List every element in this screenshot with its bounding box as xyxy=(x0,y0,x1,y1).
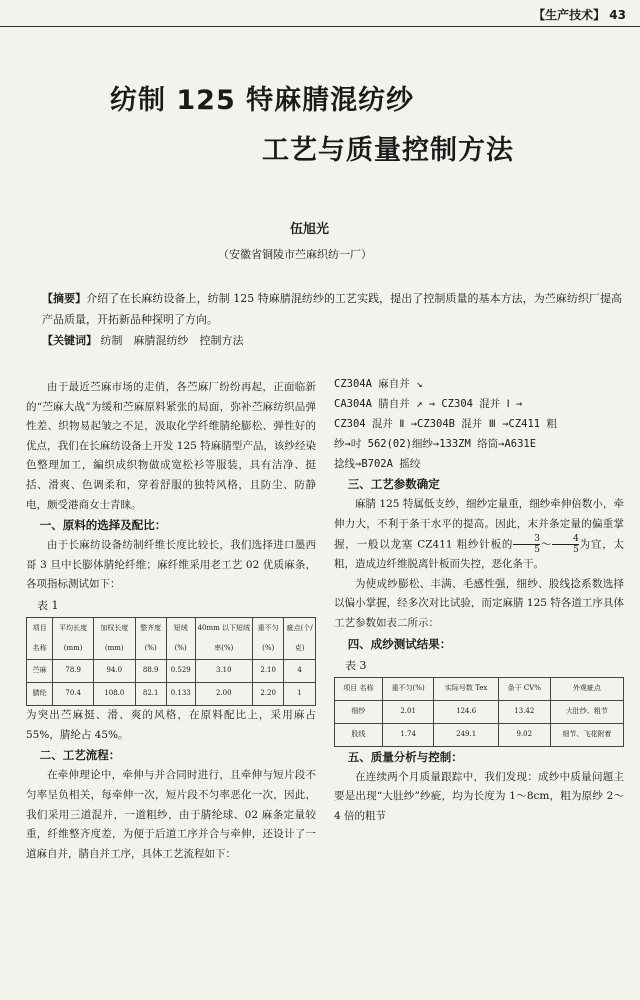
intro-paragraph: 由于最近苎麻市场的走俏，各苎麻厂纷纷再起，正面临新的“苎麻大战”为缓和苎麻原料紧张的局面，弥补苎麻纺织品弹性差、织物易起皱之不足，汲取化学纤维腈纶膨松、弹性好的优点，我们在长麻纺设备上开发 125 特麻腈型产品，该纱经染色整理加工，編织成织物做成宽松衫等服装，具有洁净、挺括、滑爽、色调柔和，穿着舒服的独特风格，且防尘、防静电，颇受港商女士青睐。 xyxy=(26,381,316,511)
abstract xyxy=(42,288,622,330)
table-cell: 108.0 xyxy=(94,683,135,706)
table-1-header: 加权长度(mm) xyxy=(94,617,135,659)
running-head: 【生产技术】 43 xyxy=(533,8,626,22)
table-cell: 2.01 xyxy=(382,700,434,723)
section-3-paragraph-2: 为使成纱膨松、丰满、毛感性强，细纱、股线捻系数选择以偏小掌握，经多次对比试验，而定麻腈 125 特各道工序具体工艺参数如表二所示： xyxy=(334,577,624,630)
table-1-label: 表 1 xyxy=(37,598,59,612)
section-3-text-b: 为宜，太粗，造成边纤维脱离针板而失控，恶化条干。 xyxy=(334,538,625,571)
section-1-heading: 一、原料的选择及配比： xyxy=(39,518,167,533)
flow-line: CZ304 混并 Ⅱ →CZ304B 混并 Ⅲ →CZ411 粗 xyxy=(334,418,557,430)
table-3-label: 表 3 xyxy=(345,658,367,672)
flow-line: CA304A 腈自并 ↗ → CZ304 混并 Ⅰ → xyxy=(334,398,523,410)
section-3-paragraph-1 xyxy=(334,495,624,575)
table-cell: 94.0 xyxy=(94,660,135,683)
table-cell: 1.74 xyxy=(382,723,434,746)
affiliation: （安徽省铜陵市苎麻织纺一厂） xyxy=(218,248,372,261)
table-1-header-row xyxy=(27,617,316,659)
table-cell: 2.20 xyxy=(253,683,284,706)
table-cell: 249.1 xyxy=(434,723,498,746)
table-cell: 4 xyxy=(284,660,316,683)
table-3-header: 实际号数 Tex xyxy=(434,677,498,700)
table-3 xyxy=(334,677,624,747)
table-cell: 3.10 xyxy=(195,660,252,683)
table-cell: 大肚纱、粗节 xyxy=(550,700,623,723)
table-3-header: 条干 CV% xyxy=(498,677,550,700)
table-cell: 细节、飞花附着 xyxy=(550,723,623,746)
section-2-text: 在牵伸理论中，牵伸与并合同时进行，且牵伸与短片段不匀率呈负相关，每牵伸一次，短片段不匀率恶化一次，因此，我们采用三道混并，一道粗纱，由于腈纶球、02 麻条定量较重，纤维整齐度差，为便于后道工序并合与牵伸，还设计了一道麻自并，腈自并工序，具体工艺流程如下： xyxy=(26,769,316,860)
section-5-text: 在连续两个月质量跟踪中，我们发现：成纱中质量问题主要是出现“大肚纱”纱疵，均为长度为 1～8cm，粗为原纱 2～4 倍的粗节 xyxy=(334,770,624,822)
table-1-header: 项目 名称 xyxy=(27,617,53,659)
left-column xyxy=(26,378,316,864)
table-cell: 苎麻 xyxy=(27,660,53,683)
flow-line: CZ304A 麻自并 ↘ xyxy=(334,378,423,390)
title-line-2: 工艺与质量控制方法 xyxy=(262,135,514,166)
table-1-header: 整齐度(%) xyxy=(135,617,166,659)
title-line-1: 纺制 125 特麻腈混纺纱 xyxy=(110,85,415,116)
table-cell: 0.529 xyxy=(166,660,195,683)
table-1-header: 疵点(个/克) xyxy=(284,617,316,659)
table-3-header-row xyxy=(335,677,624,700)
author: 伍旭光 xyxy=(290,222,330,237)
table-cell: 2.10 xyxy=(253,660,284,683)
table-1-header: 平均长度(mm) xyxy=(53,617,94,659)
table-1 xyxy=(26,617,316,706)
table-3-header: 项目 名称 xyxy=(335,677,383,700)
table-row xyxy=(335,723,624,746)
fraction-numerator: 3 xyxy=(513,534,540,545)
table-cell: 13.42 xyxy=(498,700,550,723)
table-cell: 9.02 xyxy=(498,723,550,746)
abstract-text: 介绍了在长麻纺设备上，纺制 125 特麻腈混纺纱的工艺实践，提出了控制质量的基本方法，为苎麻纺织厂提高产品质量，开拓新品种探明了方向。 xyxy=(42,292,623,326)
table-row xyxy=(27,660,316,683)
table-cell: 2.00 xyxy=(195,683,252,706)
section-1-text: 由于长麻纺设备纺制纤维长度比较长，我们选择进口墨西哥 3 旦中长膨体腈纶纤维；麻纤维采用老工艺 02 优质麻条，各项指标测试如下： xyxy=(26,539,316,591)
table-cell: 124.6 xyxy=(434,700,498,723)
table-row xyxy=(27,683,316,706)
fraction-denominator: 5 xyxy=(573,545,579,556)
table-cell: 78.9 xyxy=(53,660,94,683)
table-1-header: 重不匀(%) xyxy=(253,617,284,659)
table-row xyxy=(335,700,624,723)
fraction-separator: ～ xyxy=(539,538,553,551)
table-3-header: 外观疵点 xyxy=(550,677,623,700)
keywords-tag: 【关键词】 xyxy=(42,334,97,347)
fraction-4-5 xyxy=(552,534,579,555)
header-rule xyxy=(0,26,640,27)
table-cell: 0.133 xyxy=(166,683,195,706)
fraction-numerator: 4 xyxy=(552,534,579,545)
table-cell: 细纱 xyxy=(335,700,383,723)
section-1-after-table: 为突出苎麻挺、滑、爽的风格，在原料配比上，采用麻占 55%，腈纶占 45%。 xyxy=(26,709,316,741)
flow-line: 纱→吋 562(02)细纱→133ZM 络筒→A631E xyxy=(334,438,537,450)
section-3-text-a: 麻腈 125 特属低支纱，细纱定量重，细纱牵伸倍数小，牵伸力大，不利于条干水平的提高。因此，末并条定量的偏重掌握，一般以龙塞 CZ411 粗纱针板的 xyxy=(334,498,624,551)
table-cell: 88.9 xyxy=(135,660,166,683)
table-3-header: 重不匀(%) xyxy=(382,677,434,700)
section-3-heading: 三、工艺参数确定 xyxy=(347,477,440,491)
section-2-heading: 二、工艺流程： xyxy=(39,748,121,763)
keywords-text: 纺制 麻腈混纺纱 控制方法 xyxy=(100,334,244,347)
table-cell: 82.1 xyxy=(135,683,166,706)
abstract-tag: 【摘要】 xyxy=(42,292,87,305)
section-5-heading: 五、质量分析与控制： xyxy=(347,749,463,764)
fraction-3-5 xyxy=(513,534,540,555)
table-cell: 70.4 xyxy=(53,683,94,706)
keywords xyxy=(42,332,622,348)
table-cell: 股线 xyxy=(335,723,383,746)
section-4-heading: 四、成纱测试结果： xyxy=(347,636,452,651)
table-1-header: 短绒(%) xyxy=(166,617,195,659)
right-column xyxy=(334,374,624,826)
table-cell: 1 xyxy=(284,683,316,706)
fraction-denominator: 5 xyxy=(534,545,540,556)
table-1-header: 40mm 以下短绒率(%) xyxy=(195,617,252,659)
flow-line: 捻线→B702A 摇绞 xyxy=(334,458,421,470)
table-cell: 腈纶 xyxy=(27,683,53,706)
process-flow xyxy=(334,374,624,474)
